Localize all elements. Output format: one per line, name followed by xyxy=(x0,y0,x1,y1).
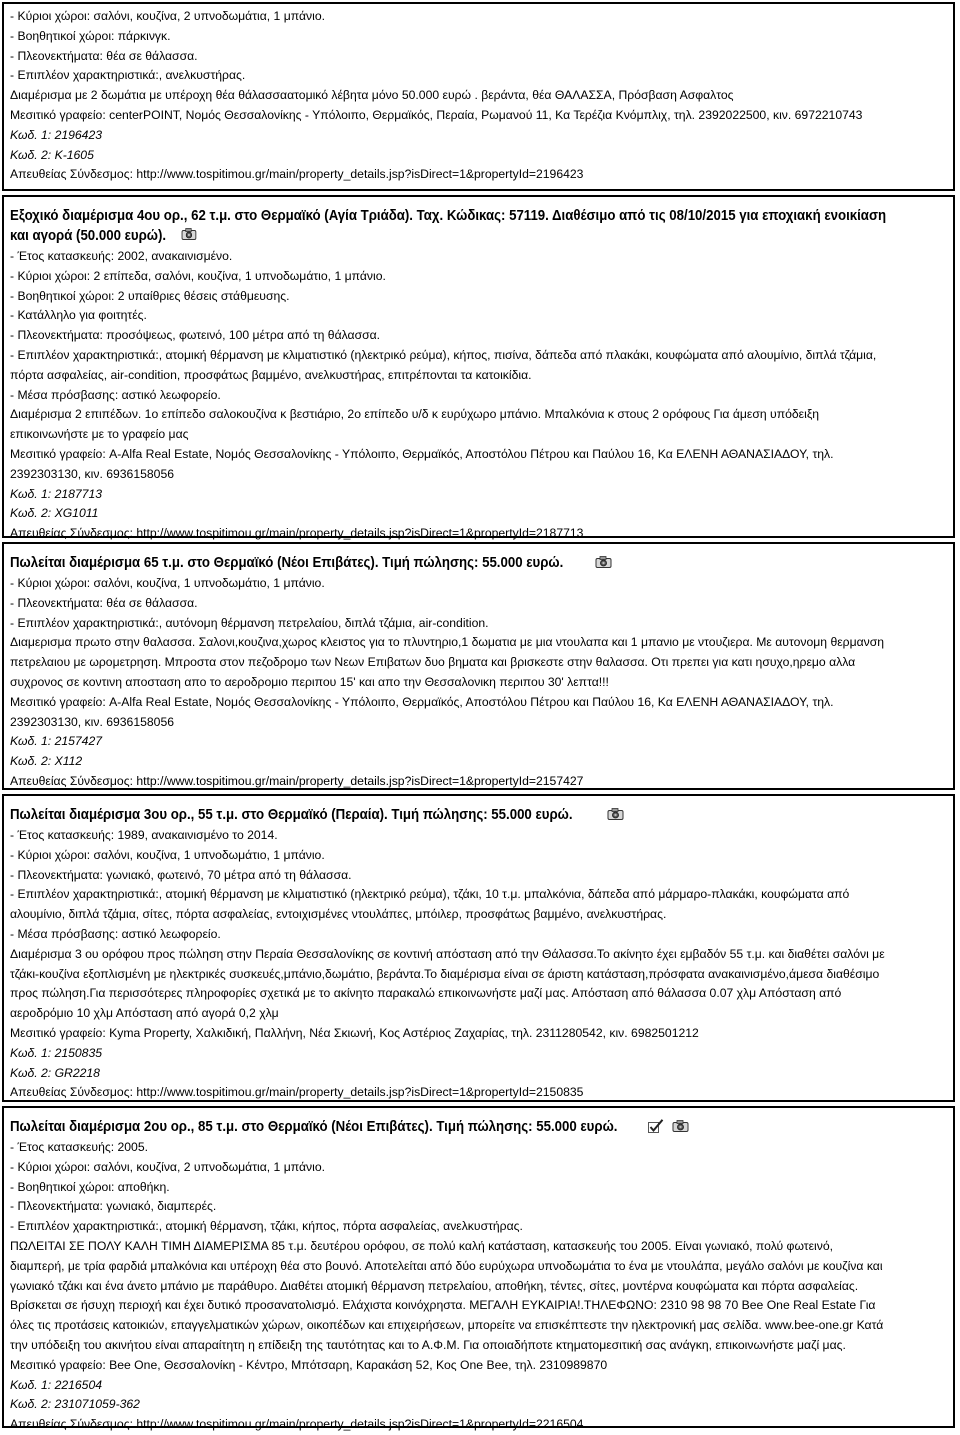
listing-title: Εξοχικό διαμέρισμα 4ου ορ., 62 τ.μ. στο Θερμαϊκό (Αγία Τριάδα). Ταχ. Κώδικας: 57119. Διαθέσιμο από τις 08/10/2015 για εποχιακή ενοικίαση xyxy=(10,208,887,224)
listing-description: προς πώληση.Για περισσότερες πληροφορίες σχετικά με το ακίνητο παρακαλώ επικοινωνήστε μαζί μας. Απόσταση από θάλασσα 0.07 χλμ Απόσταση από xyxy=(10,986,842,1001)
listing-title: Πωλείται διαμέρισμα 3ου ορ., 55 τ.μ. στο Θερμαϊκό (Περαία). Τιμή πώλησης: 55.000 ευρώ. xyxy=(10,807,573,823)
listing-description: όλες τις προτάσεις κατοικιών, επαγγελματικών χώρων, οικοπέδων και επιχειρήσεων, μπορείτε να επισκέπτεστε την ηλεκτρονική μας σελίδα. www.bee-one.gr Κατά xyxy=(10,1318,884,1333)
listing-3 xyxy=(2,794,955,1102)
agency-phone: 2392303130, κιν. 6936158056 xyxy=(10,714,175,729)
listing-description: ΠΩΛΕΙΤΑΙ ΣΕ ΠΟΛΥ ΚΑΛΗ ΤΙΜΗ ΔΙΑΜΕΡΙΣΜΑ 85 τ.μ. δευτέρου ορόφου, σε πολύ καλή κατάσταση, κατασκευής του 2005. Είναι γωνιακό, πολύ φωτεινό, xyxy=(10,1238,834,1253)
listing-line: - Επιπλέον χαρακτηριστικά:, αυτόνομη θέρμανση πετρελαίου, διπλά τζάμια, air-condition. xyxy=(10,615,489,630)
listing-title: Πωλείται διαμέρισμα 65 τ.μ. στο Θερμαϊκό (Νέοι Επιβάτες). Τιμή πώλησης: 55.000 ευρώ. xyxy=(10,555,564,571)
listing-description: επικοινωνήστε με το γραφείο μας xyxy=(10,427,189,442)
listing-description: πετρελαιου με ωρομετρηση. Μπροστα στον πεζοδρομο των Νεων Επιβατων δυο βηματα και βρισκεστε στην θαλασσα. Οτι πρεπει για κατι ησυχο,ηρεμο αλλα xyxy=(10,655,856,670)
listing-line: - Επιπλέον χαρακτηριστικά:, ατομική θέρμανση με κλιματιστικό (ηλεκτρικό ρεύμα), τζάκι, 10 τ.μ. μπαλκόνια, δάπεδα από μάρμαρο-πλακάκι, κουφώματα από xyxy=(10,887,850,902)
listing-line: - Κύριοι χώροι: 2 επίπεδα, σαλόνι, κουζίνα, 1 υπνοδωμάτιο, 1 μπάνιο. xyxy=(10,268,386,283)
listing-line: - Βοηθητικοί χώροι: 2 υπαίθριες θέσεις στάθμευσης. xyxy=(10,288,290,303)
listing-description: την υπόδειξη του ακινήτου είναι απαραίτητη η επίδειξη της ταυτότητας και το Α.Φ.Μ. Για οποιαδήποτε κτηματομεσιτική σας ανάγκη, επικοινωνήστε μαζί μας. xyxy=(10,1337,846,1352)
agency-info: Μεσιτικό γραφείο: Bee One, Θεσσαλονίκη - Κέντρο, Μπότσαρη, Καρακάση 52, Κος One Bee, τηλ. 2310989870 xyxy=(10,1357,608,1372)
listing-line: - Κατάλληλο για φοιτητές. xyxy=(10,308,147,323)
direct-link[interactable]: Απευθείας Σύνδεσμος: http://www.tospitimou.gr/main/property_details.jsp?isDirect=1&propertyId=2196423 xyxy=(10,167,584,182)
listing-description: Διαμέρισμα με 2 δωμάτια με υπέροχη θέα θάλασσαατομικό λέβητα μόνο 50.000 ευρώ . βεράντα, θέα ΘΑΛΑΣΣΑ, Πρόσβαση Ασφαλτος xyxy=(10,88,734,103)
listing-line: - Μέσα πρόσβασης: αστικό λεωφορείο. xyxy=(10,387,221,402)
code-2: Κωδ. 2: X112 xyxy=(10,754,83,769)
listing-0 xyxy=(2,2,955,191)
agency-info: Μεσιτικό γραφείο: centerPOINT, Νομός Θεσσαλονίκης - Υπόλοιπο, Θερμαϊκός, Περαία, Ρωμανού 11, Κα Τερέζια Κνόμπλιχ, τηλ. 2392022500, κιν. 6972210743 xyxy=(10,107,863,122)
listing-line: - Έτος κατασκευής: 2005. xyxy=(10,1140,148,1154)
listing-line: - Μέσα πρόσβασης: αστικό λεωφορείο. xyxy=(10,926,221,941)
direct-link[interactable]: Απευθείας Σύνδεσμος: http://www.tospitimou.gr/main/property_details.jsp?isDirect=1&propertyId=2216504 xyxy=(10,1417,584,1432)
agency-info: Μεσιτικό γραφείο: A-Alfa Real Estate, Νομός Θεσσαλονίκης - Υπόλοιπο, Θερμαϊκός, Αποστόλου Πέτρου και Παύλου 16, Κα ΕΛΕΝΗ ΑΘΑΝΑΣΙΑΔΟΥ, τηλ. xyxy=(10,446,834,461)
listing-line: αλουμίνιο, διπλά τζάμια, σίτες, πόρτα ασφαλείας, εντοιχισμένες ντουλάπες, μπόιλερ, προσφάτως βαμμένο, ανελκυστήρας. xyxy=(10,907,667,922)
listing-description: αεροδρόμιο 10 χλμ Απόσταση από αγορά 0,2 χλμ xyxy=(10,1006,279,1021)
listing-4 xyxy=(2,1106,955,1432)
listing-line: - Επιπλέον χαρακτηριστικά:, ανελκυστήρας. xyxy=(10,68,246,83)
listing-line: - Επιπλέον χαρακτηριστικά:, ατομική θέρμανση, τζάκι, κήπος, πόρτα ασφαλείας, ανελκυστήρας. xyxy=(10,1219,523,1234)
direct-link[interactable]: Απευθείας Σύνδεσμος: http://www.tospitimou.gr/main/property_details.jsp?isDirect=1&propertyId=2150835 xyxy=(10,1085,584,1100)
listing-description: Βρίσκεται σε ήσυχη περιοχή και έχει δυτικό προσανατολισμό. Ελάχιστα κοινόχρηστα. ΜΕΓΑΛΗ ΕΥΚΑΙΡΙΑ!.ΤΗΛΕΦΩΝΟ: 2310 98 98 70 Bee One Real Estate Για xyxy=(10,1298,876,1313)
direct-link[interactable]: Απευθείας Σύνδεσμος: http://www.tospitimou.gr/main/property_details.jsp?isDirect=1&propertyId=2187713 xyxy=(10,526,584,541)
listing-line: - Βοηθητικοί χώροι: πάρκινγκ. xyxy=(10,28,171,43)
listing-description: Διαμέρισμα 3 ου ορόφου προς πώληση στην Περαία Θεσσαλονίκης σε κοντινή απόσταση από την Θάλασσα.Το ακίνητο έχει εμβαδόν 55 τ.μ. και διαθέτει σαλόνι με xyxy=(10,946,885,961)
listing-1 xyxy=(2,195,955,541)
listing-line: - Βοηθητικοί χώροι: αποθήκη. xyxy=(10,1179,170,1194)
listing-title: Πωλείται διαμέρισμα 2ου ορ., 85 τ.μ. στο Θερμαϊκό (Νέοι Επιβάτες). Τιμή πώλησης: 55.000 ευρώ. xyxy=(10,1119,618,1135)
listing-description: Διαμέρισμα 2 επιπέδων. 1ο επίπεδο σαλοκουζίνα κ βεστιάριο, 2ο επίπεδο υ/δ κ ευρύχωρο μπάνιο. Μπαλκόνια κ στους 2 ορόφους Για άμεση υπόδειξη xyxy=(10,407,820,422)
listing-line: - Έτος κατασκευής: 2002, ανακαινισμένο. xyxy=(10,249,233,263)
listing-line: πόρτα ασφαλείας, air-condition, προσφάτως βαμμένο, ανελκυστήρας, επιτρέπονται τα κατοικίδια. xyxy=(10,367,532,382)
listing-title-cont xyxy=(10,226,872,246)
listing-description: συχρονος σε κοντινη αποσταση απο το αεροδρομιο περιπου 15' και απο την Θεσσαλονικη περιπου 30' λεπτα!!! xyxy=(10,674,609,689)
camera-icon[interactable] xyxy=(181,226,197,246)
listing-line: - Κύριοι χώροι: σαλόνι, κουζίνα, 1 υπνοδωμάτιο, 1 μπάνιο. xyxy=(10,847,325,862)
listing-description: Διαμερισμα πρωτο στην θαλασσα. Σαλονι,κουζινα,χωρος κλειστος για το πλυντηριο,1 δωματια με μια ντουλαπα και 1 μπανιο με ντουζιερα. Με αυτονομη θερμανση xyxy=(10,635,885,650)
code-2: Κωδ. 2: K-1605 xyxy=(10,147,94,162)
listing-line: - Κύριοι χώροι: σαλόνι, κουζίνα, 1 υπνοδωμάτιο, 1 μπάνιο. xyxy=(10,576,325,590)
listing-title-text: και αγορά (50.000 ευρώ). xyxy=(10,228,167,244)
camera-icon[interactable] xyxy=(672,1120,689,1135)
code-1: Κωδ. 1: 2196423 xyxy=(10,127,103,142)
direct-link[interactable]: Απευθείας Σύνδεσμος: http://www.tospitimou.gr/main/property_details.jsp?isDirect=1&propertyId=2157427 xyxy=(10,773,584,788)
agency-phone: 2392303130, κιν. 6936158056 xyxy=(10,466,175,481)
listing-description: γωνιακό τζάκι και ένα άνετο μπάνιο με παράθυρο. Διαθέτει ατομική θέρμανση πετρελαίου, αποθήκη, τέντες, σίτες, μοντέρνα κουφώματα και πόρτα ασφαλείας. xyxy=(10,1278,859,1293)
code-1: Κωδ. 1: 2157427 xyxy=(10,734,103,749)
code-1: Κωδ. 1: 2150835 xyxy=(10,1045,103,1060)
agency-info: Μεσιτικό γραφείο: Kyma Property, Χαλκιδική, Παλλήνη, Νέα Σκιωνή, Κος Αστέριος Ζαχαρίας, τηλ. 2311280542, κιν. 6982501212 xyxy=(10,1025,699,1040)
code-2: Κωδ. 2: XG1011 xyxy=(10,506,99,521)
listing-line: - Πλεονεκτήματα: γωνιακό, διαμπερές. xyxy=(10,1199,217,1214)
listing-line: - Κύριοι χώροι: σαλόνι, κουζίνα, 2 υπνοδωμάτια, 1 μπάνιο. xyxy=(10,1159,325,1174)
camera-icon[interactable] xyxy=(607,808,624,823)
listing-description: τζάκι-κουζίνα εξοπλισμένη με ηλεκτρικές συσκευές,μπάνιο,δωμάτιο, βεράντα.Το διαμέρισμα είναι σε άριστη κατάσταση,πρόσφατα ανακαινισμένο,άμεσα διαθέσιμο xyxy=(10,966,880,981)
listing-line: - Πλεονεκτήματα: θέα σε θάλασσα. xyxy=(10,48,198,63)
camera-icon[interactable] xyxy=(595,556,612,571)
code-2: Κωδ. 2: 231071059-362 xyxy=(10,1397,140,1412)
listing-description: διαμπερή, με τρία φαρδιά μπαλκόνια και υπέροχη θέα στο βουνό. Αποτελείται από δύο ευρύχωρα υπνοδωμάτια το ένα με ντουλάπα, μεγάλο σαλόνι με κουζίνα και xyxy=(10,1258,883,1273)
agency-info: Μεσιτικό γραφείο: A-Alfa Real Estate, Νομός Θεσσαλονίκης - Υπόλοιπο, Θερμαϊκός, Αποστόλου Πέτρου και Παύλου 16, Κα ΕΛΕΝΗ ΑΘΑΝΑΣΙΑΔΟΥ, τηλ. xyxy=(10,694,834,709)
listing-line: - Κύριοι χώροι: σαλόνι, κουζίνα, 2 υπνοδωμάτια, 1 μπάνιο. xyxy=(10,9,325,23)
listing-line: - Πλεονεκτήματα: γωνιακό, φωτεινό, 70 μέτρα από τη θάλασσα. xyxy=(10,867,352,882)
code-1: Κωδ. 1: 2216504 xyxy=(10,1377,103,1392)
checkmark-icon xyxy=(648,1119,664,1136)
listing-line: - Πλεονεκτήματα: προσόψεως, φωτεινό, 100 μέτρα από τη θάλασσα. xyxy=(10,328,381,343)
listing-line: - Πλεονεκτήματα: θέα σε θάλασσα. xyxy=(10,595,198,610)
listing-line: - Έτος κατασκευής: 1989, ανακαινισμένο το 2014. xyxy=(10,828,278,842)
listing-2 xyxy=(2,542,955,790)
listing-line: - Επιπλέον χαρακτηριστικά:, ατομική θέρμανση με κλιματιστικό (ηλεκτρικό ρεύμα), κήπος, πισίνα, δάπεδα από πλακάκι, κουφώματα από αλουμίνιο, διπλά τζάμια, xyxy=(10,347,877,362)
code-1: Κωδ. 1: 2187713 xyxy=(10,486,103,501)
code-2: Κωδ. 2: GR2218 xyxy=(10,1065,100,1080)
